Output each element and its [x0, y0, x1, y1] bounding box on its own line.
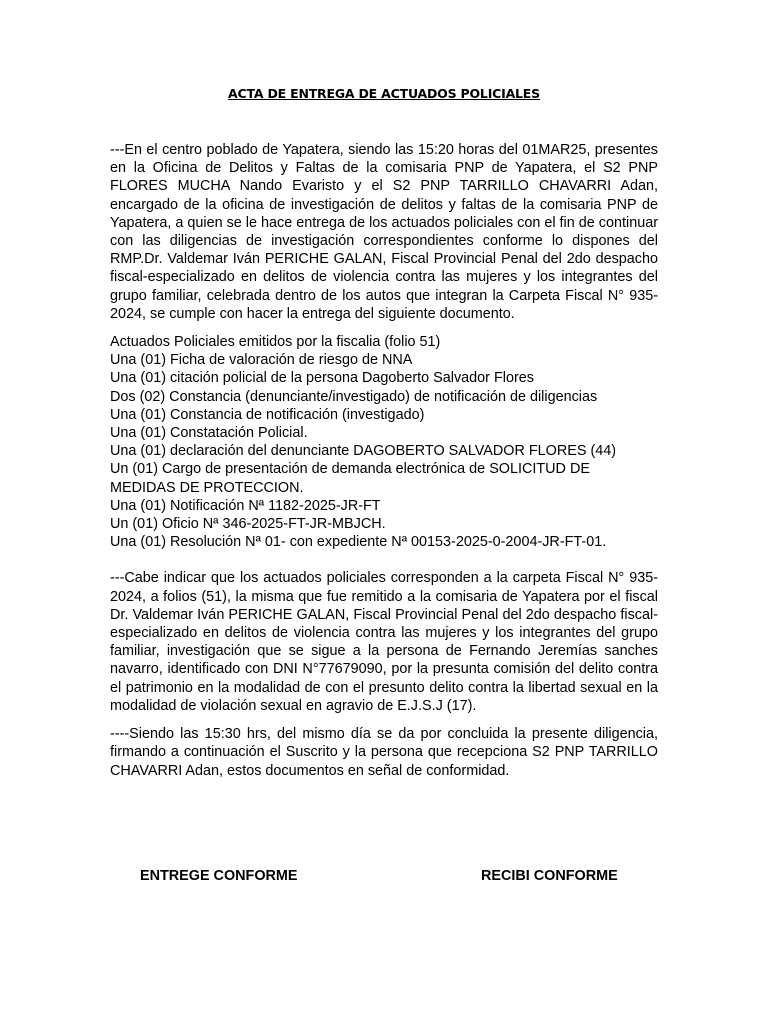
list-item: Un (01) Oficio Nª 346-2025-FT-JR-MBJCH.: [110, 516, 386, 533]
list-item: Dos (02) Constancia (denunciante/investigado) de notificación de diligencias: [110, 388, 598, 405]
signature-block: [0, 868, 768, 888]
list-item: Una (01) Constancia de notificación (investigado): [110, 406, 425, 423]
opening-paragraph: ---En el centro poblado de Yapatera, siendo las 15:20 horas del 01MAR25, presentes en la Oficina de Delitos y Faltas de la comisaria PNP de Yapatera, el S2 PNP FLORES MUCHA Nando Evaristo y el S2 PNP TARRILLO CHAVARRI Adan, encargado de la oficina de investigación de delitos y faltas de la comisaria PNP de Yapatera, a quien se le hace entrega de los actuados policiales con el fin de continuar con las diligencias de investigación correspondientes conforme lo dispones del RMP.Dr. Valdemar Iván PERICHE GALAN, Fiscal Provincial Penal del 2do despacho fiscal-especializado en delitos de violencia contra las mujeres y los integrantes del grupo familiar, celebrada dentro de los autos que integran la Carpeta Fiscal N° 935-2024, se cumple con hacer la entrega del siguiente documento.: [110, 142, 658, 322]
list-item: Una (01) Constatación Policial.: [110, 425, 308, 442]
context-paragraph: ---Cabe indicar que los actuados policiales corresponden a la carpeta Fiscal N° 935-2024, a folios (51), la misma que fue remitido a la comisaria de Yapatera por el fiscal Dr. Valdemar Iván PERICHE GALAN, Fiscal Provincial Penal del 2do despacho fiscal-especializado en delitos de violencia contra las mujeres y los integrantes del grupo familiar, investigación que se sigue a la persona de Fernando Jeremías sanches navarro, identificado con DNI N°77679090, por la presunta comisión del delito contra el patrimonio en la modalidad de con el presunto delito contra la libertad sexual en la modalidad de violación sexual en agravio de E.J.S.J (17).: [110, 570, 658, 714]
list-item: Una (01) Ficha de valoración de riesgo de NNA: [110, 352, 413, 369]
list-item: Una (01) citación policial de la persona Dagoberto Salvador Flores: [110, 370, 534, 387]
list-item: Una (01) declaración del denunciante DAGOBERTO SALVADOR FLORES (44): [110, 443, 617, 460]
list-item: Una (01) Notificación Nª 1182-2025-JR-FT: [110, 497, 381, 514]
signature-label-received: RECIBI CONFORME: [481, 868, 618, 884]
closing-paragraph: ----Siendo las 15:30 hrs, del mismo día se da por concluida la presente diligencia, firmando a continuación el Suscrito y la persona que recepciona S2 PNP TARRILLO CHAVARRI Adan, estos documentos en señal de conformidad.: [110, 726, 658, 779]
documents-list: [110, 333, 658, 551]
blank-line: [110, 551, 658, 569]
signature-label-delivered: ENTREGE CONFORME: [140, 868, 298, 884]
list-item: Un (01) Cargo de presentación de demanda electrónica de SOLICITUD DE MEDIDAS DE PROTECCION.: [110, 461, 590, 496]
document-body: [110, 141, 658, 790]
list-item: Una (01) Resolución Nª 01- con expediente Nª 00153-2025-0-2004-JR-FT-01.: [110, 534, 607, 551]
document-title: ACTA DE ENTREGA DE ACTUADOS POLICIALES: [228, 86, 540, 101]
list-item: Actuados Policiales emitidos por la fiscalia (folio 51): [110, 334, 441, 351]
